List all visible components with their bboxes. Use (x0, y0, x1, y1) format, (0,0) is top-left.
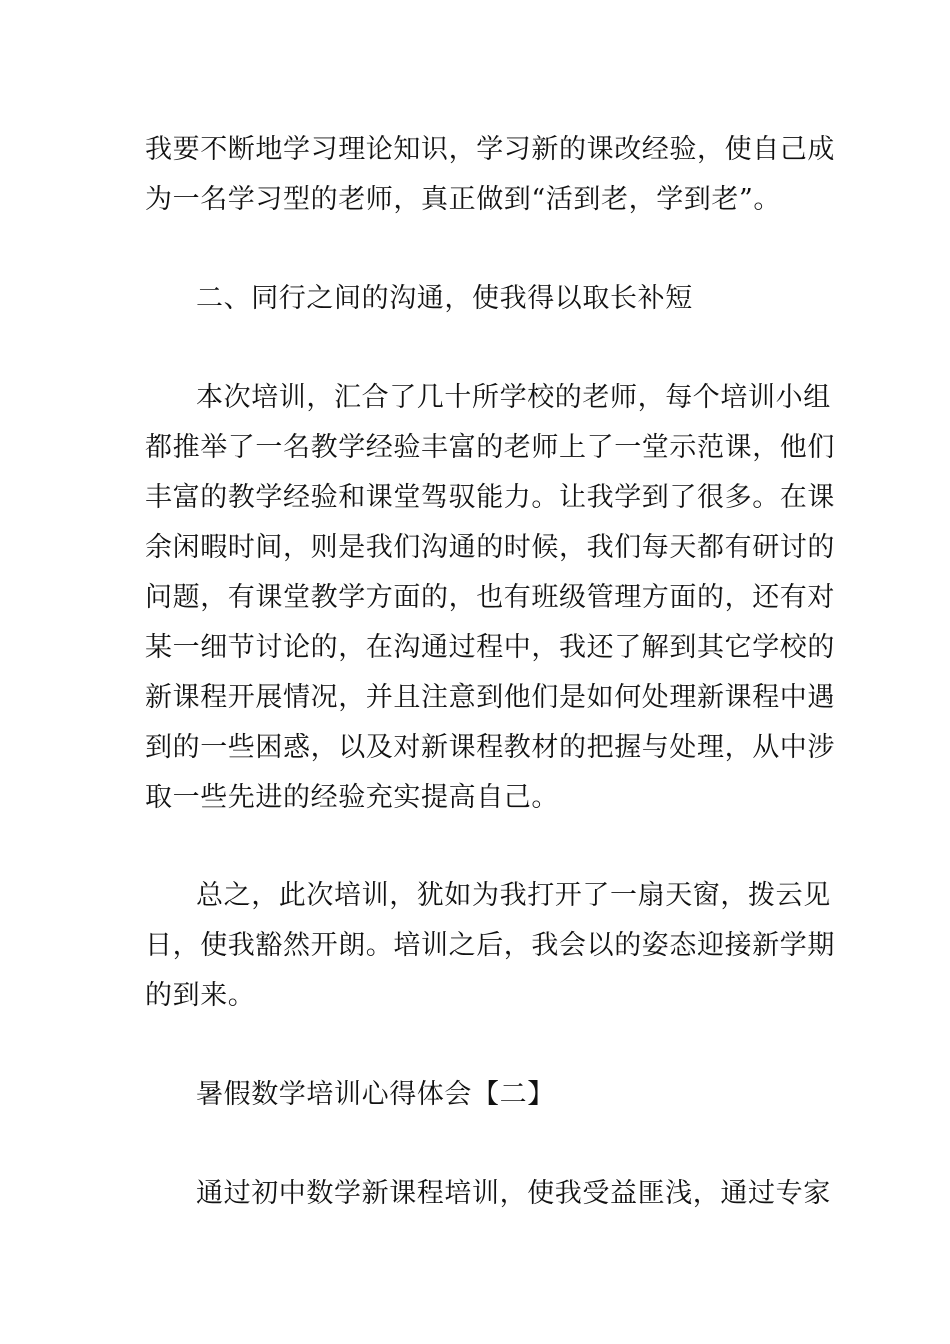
paragraph-line: 到的一些困惑，以及对新课程教材的把握与处理，从中涉 (145, 732, 835, 763)
paragraph-line: 都推举了一名教学经验丰富的老师上了一堂示范课，他们 (145, 432, 835, 463)
paragraph-line: 余闲暇时间，则是我们沟通的时候，我们每天都有研讨的 (145, 532, 835, 563)
paragraph-line: 日，使我豁然开朗。培训之后，我会以的姿态迎接新学期 (145, 930, 835, 961)
paragraph-line: 问题，有课堂教学方面的，也有班级管理方面的，还有对 (145, 582, 835, 613)
paragraph-line: 丰富的教学经验和课堂驾驭能力。让我学到了很多。在课 (145, 482, 835, 513)
paragraph-line: 本次培训，汇合了几十所学校的老师，每个培训小组 (196, 382, 831, 413)
paragraph-line: 取一些先进的经验充实提高自己。 (145, 782, 559, 813)
paragraph-line: 我要不断地学习理论知识，学习新的课改经验，使自己成 (145, 134, 835, 165)
section-heading: 二、同行之间的沟通，使我得以取长补短 (196, 283, 693, 314)
paragraph-line: 的到来。 (145, 980, 256, 1011)
paragraph-line: 新课程开展情况，并且注意到他们是如何处理新课程中遇 (145, 682, 835, 713)
paragraph-line: 总之，此次培训，犹如为我打开了一扇天窗，拨云见 (196, 880, 831, 911)
paragraph-line: 为一名学习型的老师，真正做到“活到老，学到老”。 (145, 184, 782, 215)
paragraph-line: 通过初中数学新课程培训，使我受益匪浅，通过专家 (196, 1178, 831, 1209)
paragraph-line: 某一细节讨论的，在沟通过程中，我还了解到其它学校的 (145, 632, 835, 663)
article-title: 暑假数学培训心得体会【二】 (196, 1079, 555, 1110)
